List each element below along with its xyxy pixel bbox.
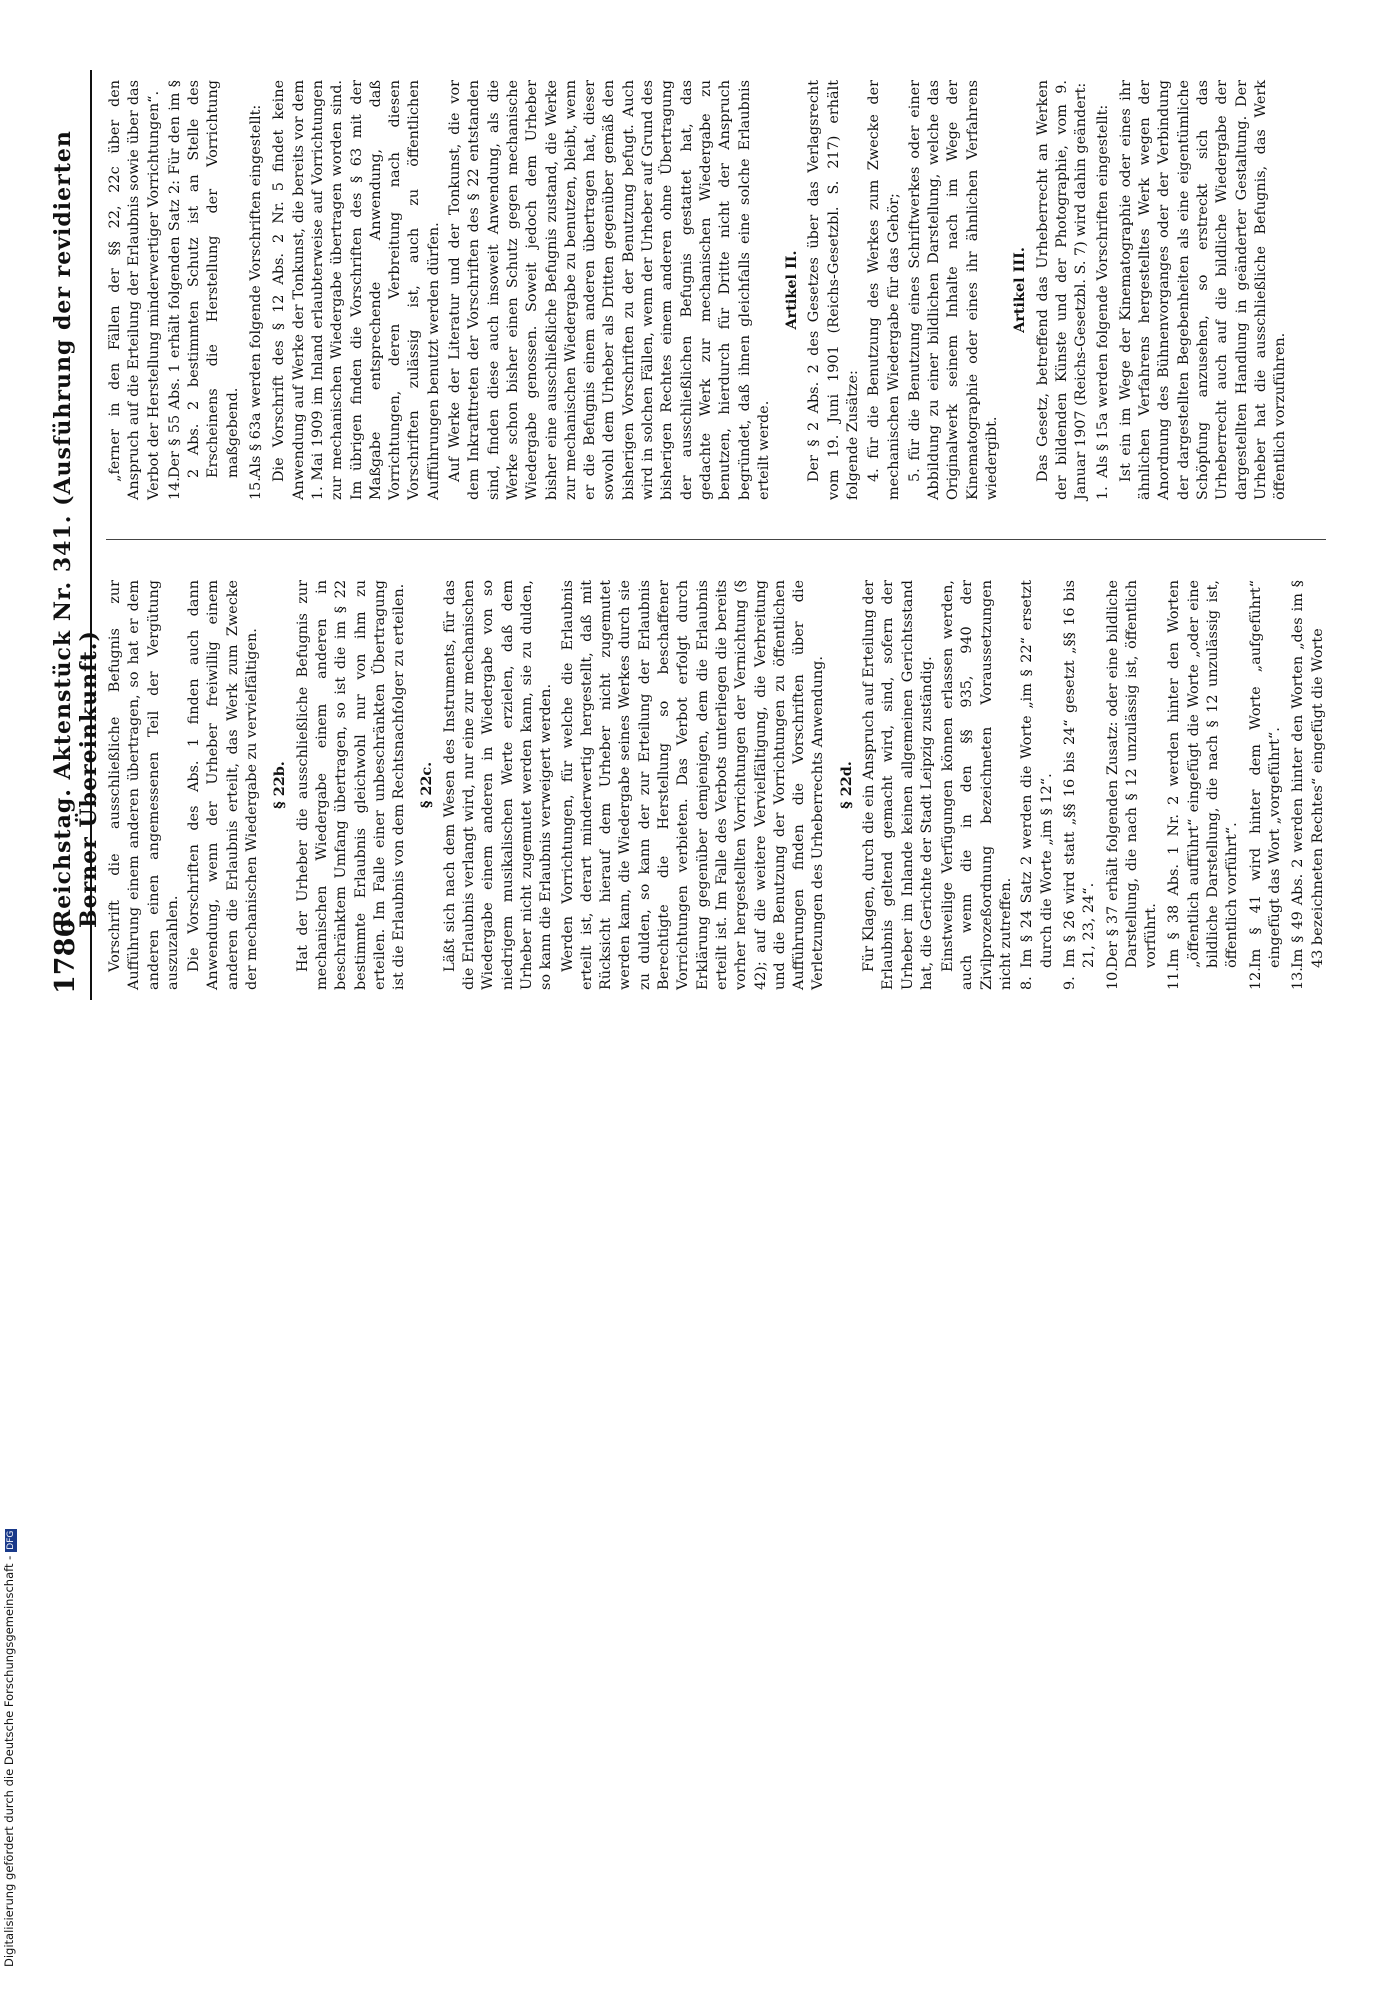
header-rule (90, 70, 92, 1000)
item-text: Als § 63a werden folgende Vorschriften eingestellt: (248, 104, 265, 478)
item-text: Als § 15a werden folgende Vorschriften eingestellt: (1094, 104, 1111, 478)
item-text: Der § 37 erhält folgenden Zusatz: oder eine bildliche Darstellung, die nach § 12 unzulässig ist, öffentlich vorführt. (1104, 580, 1160, 968)
paragraph: „ferner in den Fällen der §§ 22, 22c über den Anspruch auf die Erteilung der Erlaubnis sowie über das Verbot der Herstellung minderwertiger Vorrichtungen“. (107, 80, 162, 500)
footer-text: Digitalisierung gefördert durch die Deutsche Forschungsgemeinschaft - (2, 1555, 16, 1967)
paragraph: 4. für die Benutzung des Werkes zum Zwecke der mechanischen Wiedergabe für das Gehör; (866, 80, 902, 500)
item-text: Im § 38 Abs. 1 Nr. 2 werden hinter den Worten „öffentlich aufführt“ eingefügt die Worte „oder eine bildliche Darstellung, die nach § 12 unzulässig ist, öffentlich vorführt“. (1166, 580, 1241, 968)
dfg-logo-icon: DFG (6, 1530, 16, 1550)
footer (2, 995, 24, 1995)
article-heading: Artikel III. (1011, 247, 1029, 333)
list-item (1165, 580, 1242, 990)
list-item (1018, 580, 1057, 990)
paragraph: Vorschrift die ausschließliche Befugnis zur Aufführung einem anderen übertragen, so hat er dem anderen einen angemessenen Teil der Vergütung auszuzahlen. (107, 580, 181, 990)
page-header (40, 70, 100, 1000)
paragraph: Ist ein im Wege der Kinematographie oder eines ihr ähnlichen Verfahrens hergestelltes Werk wegen der Anordnung des Bühnenvorganges oder der Verbindung der dargestellten Begebenheiten als eine eigentümliche Schöpfung anzusehen, so erstreckt sich das Urheberrecht auch auf die bildliche Wiedergabe der dargestellten Handlung in geänderter Gestaltung. Der Urheber hat die ausschließliche Befugnis, das Werk öffentlich vorzuführen. (1117, 80, 1289, 500)
column-divider (106, 539, 1326, 540)
list-item (1247, 580, 1286, 990)
running-head: Reichstag. Aktenstück Nr. 341. (Ausführung der revidierten Berner Übereinkunft.) (50, 130, 102, 928)
paragraph: Einstweilige Verfügungen können erlassen werden, auch wenn die in den §§ 935, 940 der Zivilprozeßordnung bezeichneten Voraussetzungen nicht zutreffen. (940, 580, 1015, 990)
paragraph: 5. für die Benutzung eines Schriftwerkes oder einer Abbildung zu einer bildlichen Darstellung, welche das Originalwerk seinem Inhalte nach im Wege der Kinematographie oder eines ihr ähnlichen Verfahrens wiedergibt. (906, 80, 1001, 500)
item-number: 14. (166, 477, 183, 500)
paragraph: Hat der Urheber die ausschließliche Befugnis zur mechanischen Wiedergabe einem anderen in beschränktem Umfang übertragen, so ist die im § 22 bestimmte Erlaubnis gleichwohl nur von ihm zu erteilen. Im Falle einer unbeschränkten Übertragung ist die Erlaubnis von dem Rechtsnachfolger zu erteilen. (294, 580, 408, 990)
section-heading: § 22b. (271, 761, 289, 809)
paragraph: Auf Werke der Literatur und der Tonkunst, die vor dem Inkrafttreten der Vorschriften des § 22 entstanden sind, finden diese auch insoweit Anwendung, als die Werke schon bisher einen Schutz gegen mechanische Wiedergabe genossen. Soweit jedoch dem Urheber bisher eine ausschließliche Befugnis zustand, die Werke zur mechanischen Wiedergabe zu benutzen, bleibt, wenn er die Befugnis einem anderen übertragen hat, dieser sowohl dem Urheber als Dritten gegenüber gemäß den bisherigen Vorschriften zu der Benutzung befugt. Auch wird in solchen Fällen, wenn der Urheber auf Grund des bisherigen Rechtes einem anderen ohne Übertragung der ausschließlichen Befugnis gestattet hat, das gedachte Werk zur mechanischen Wiedergabe zu benutzen, hierdurch für Dritte nicht der Anspruch begründet, daß ihnen gleichfalls eine solche Erlaubnis erteilt werde. (447, 80, 772, 500)
list-item (1094, 80, 1113, 500)
paragraph: Läßt sich nach dem Wesen des Instruments, für das die Erlaubnis verlangt wird, nur eine zur mechanischen Wiedergabe einem anderen in Wiedergabe von so niedrigem musikalischen Werte erzielen, daß dem Urheber nicht zugemutet werden kann, sie zu dulden, so kann die Erlaubnis verweigert werden. (441, 580, 555, 990)
item-number: 8. (1019, 976, 1036, 990)
paragraph: Die Vorschriften des Abs. 1 finden auch dann Anwendung, wenn der Urheber freiwillig einem anderen die Erlaubnis erteilt, das Werk zum Zwecke der mechanischen Wiedergabe zu vervielfältigen. (186, 580, 261, 990)
list-item (1061, 580, 1100, 990)
left-column (106, 580, 1332, 990)
item-number: 11. (1166, 967, 1183, 990)
list-item (1289, 580, 1328, 990)
item-text: Im § 41 wird hinter dem Worte „aufgeführt“ eingefügt das Wort „vorgeführt“. (1247, 580, 1283, 968)
paragraph: Werden Vorrichtungen, für welche die Erlaubnis erteilt ist, derart minderwertig hergestellt, daß mit Rücksicht hierauf dem Urheber nicht zugemutet werden kann, die Wiedergabe seines Werkes durch sie zu dulden, so kann der zur Erteilung der Erlaubnis Berechtigte die Herstellung so beschaffener Vorrichtungen verbieten. Das Verbot erfolgt durch Erklärung gegenüber demjenigen, dem die Erlaubnis erteilt ist. Im Falle des Verbots unterliegen die bereits vorher hergestellten Vorrichtungen der Vernichtung (§ 42); auf die weitere Vervielfältigung, die Verbreitung und die Benutzung der Vorrichtungen zu öffentlichen Aufführungen finden die Vorschriften über die Verletzungen des Urheberrechts Anwendung. (559, 580, 827, 990)
item-text: Im § 49 Abs. 2 werden hinter den Worten „des im § 43 bezeichneten Rechtes“ eingefügt die Worte (1290, 580, 1326, 968)
section-heading: § 22d. (837, 761, 855, 809)
paragraph: Der § 2 Abs. 2 des Gesetzes über das Verlagsrecht vom 19. Juni 1901 (Reichs-Gesetzbl. S. 217) erhält folgende Zusätze: (806, 80, 861, 500)
article-heading: Artikel II. (783, 250, 801, 330)
right-column (106, 80, 1293, 500)
paragraph: Die Vorschrift des § 12 Abs. 2 Nr. 5 findet keine Anwendung auf Werke der Tonkunst, die bereits vor dem 1. Mai 1909 im Inland erlaubterweise auf Vorrichtungen zur mechanischen Wiedergabe übertragen worden sind. Im übrigen finden die Vorschriften des § 63 mit der Maßgabe entsprechende Anwendung, daß Vorrichtungen, deren Verbreitung nach diesen Vorschriften zulässig ist, auch zu öffentlichen Aufführungen benutzt werden dürfen. (271, 80, 442, 500)
list-item (166, 80, 243, 500)
item-number: 1. (1094, 486, 1111, 500)
section-heading: § 22c. (418, 761, 436, 809)
item-number: 9. (1061, 976, 1078, 990)
item-number: 10. (1104, 967, 1121, 990)
paragraph: Das Gesetz, betreffend das Urheberrecht an Werken der bildenden Künste und der Photographie, vom 9. Januar 1907 (Reichs-Gesetzbl. S. 7) wird dahin geändert: (1034, 80, 1090, 500)
item-text: Der § 55 Abs. 1 erhält folgenden Satz 2: Für den im § 2 Abs. 2 bestimmten Schutz ist an Stelle des Erscheinens die Herstellung der Vorrichtung maßgebend. (166, 80, 241, 478)
list-item (1104, 580, 1162, 990)
list-item (247, 80, 266, 500)
footer-rotated (2, 967, 24, 1967)
footer-credit (2, 977, 17, 1967)
item-number: 12. (1247, 967, 1264, 990)
paragraph: Für Klagen, durch die ein Anspruch auf Erteilung der Erlaubnis geltend gemacht wird, sind, sofern der Urheber im Inlande keinen allgemeinen Gerichtsstand hat, die Gerichte der Stadt Leipzig zuständig. (860, 580, 935, 990)
item-number: 15. (248, 477, 265, 500)
rotated-page (40, 70, 1380, 1000)
item-text: Im § 26 wird statt „§§ 16 bis 24“ gesetzt „§§ 16 bis 21, 23, 24“. (1061, 580, 1098, 968)
item-number: 13. (1290, 967, 1307, 990)
page-number: 1786 (50, 918, 81, 994)
item-text: Im § 24 Satz 2 werden die Worte „im § 22“ ersetzt durch die Worte „im § 12“. (1019, 580, 1055, 968)
